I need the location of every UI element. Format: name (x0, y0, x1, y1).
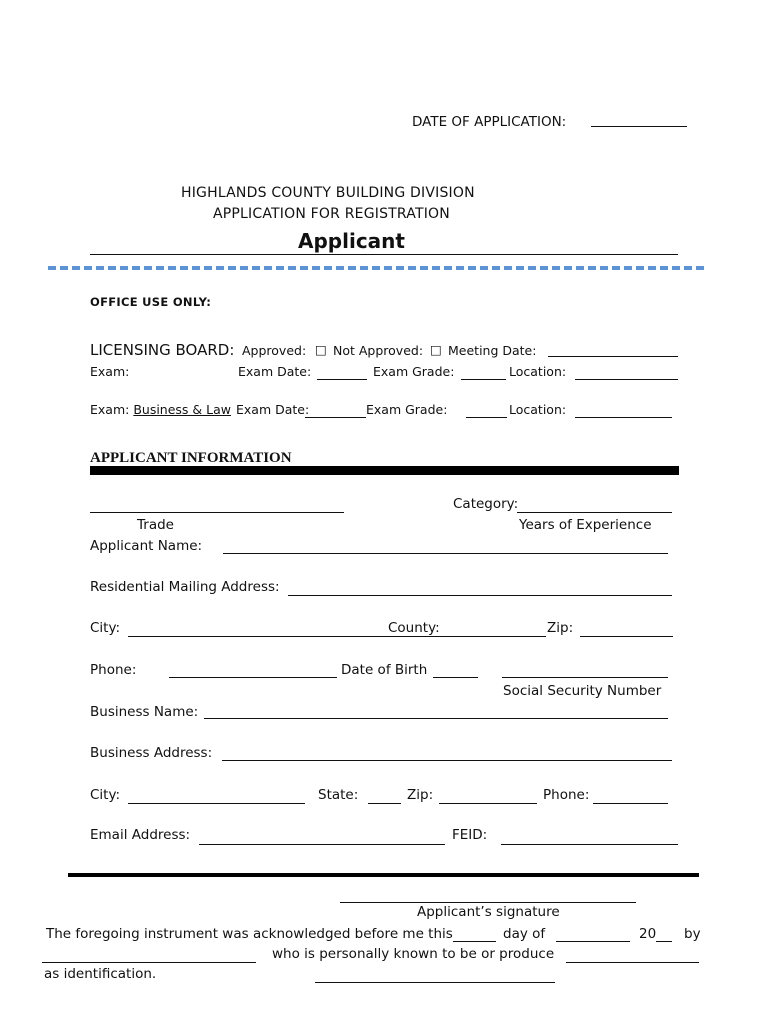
business-name-field[interactable] (204, 704, 668, 719)
mailing-address-label: Residential Mailing Address: (90, 579, 280, 595)
ssn-label: Social Security Number (503, 683, 662, 699)
personally-known-text: who is personally known to be or produce (272, 946, 555, 962)
heading-rule (90, 240, 678, 255)
office-use-divider (48, 266, 704, 270)
exam-grade-label: Exam Grade: (373, 364, 455, 379)
organization-name: HIGHLANDS COUNTY BUILDING DIVISION (181, 185, 475, 201)
phone-label: Phone: (90, 662, 137, 678)
approved-label: Approved: (242, 343, 307, 358)
email-label: Email Address: (90, 827, 191, 843)
licensing-board-label: LICENSING BOARD: (90, 341, 235, 359)
years-experience-label: Years of Experience (519, 517, 652, 533)
exam-label: Exam: (90, 364, 130, 379)
acknowledgement-year-field[interactable] (656, 927, 672, 942)
applicant-signature-field[interactable] (340, 888, 636, 903)
ssn-field[interactable] (502, 663, 668, 678)
city-label: City: (90, 620, 121, 636)
category-label: Category: (453, 496, 519, 512)
not-approved-label: Not Approved: (333, 343, 424, 358)
email-field[interactable] (199, 830, 445, 845)
business-address-label: Business Address: (90, 745, 213, 761)
exam-grade-field-2[interactable] (466, 403, 507, 418)
exam-prefix: Exam: (90, 402, 130, 417)
meeting-date-label: Meeting Date: (448, 343, 537, 358)
exam-business-law-label (90, 402, 231, 417)
location-field[interactable] (575, 365, 678, 380)
approved-checkbox[interactable]: □ (315, 342, 327, 357)
zip-label: Zip: (547, 620, 574, 636)
applicant-heading: Applicant (298, 229, 405, 253)
form-title: APPLICATION FOR REGISTRATION (213, 206, 450, 222)
feid-label: FEID: (452, 827, 488, 843)
acknowledgement-text: The foregoing instrument was acknowledged before me this (46, 926, 453, 942)
state-field[interactable] (368, 789, 401, 804)
office-use-label: OFFICE USE ONLY: (90, 295, 212, 309)
location-label: Location: (509, 364, 567, 379)
business-zip-label: Zip: (407, 787, 434, 803)
meeting-date-field[interactable] (548, 342, 678, 357)
date-of-birth-label: Date of Birth (341, 662, 428, 678)
identification-type-field[interactable] (566, 948, 699, 963)
business-address-field[interactable] (222, 746, 672, 761)
business-phone-label: Phone: (543, 787, 590, 803)
location-label-2: Location: (509, 402, 567, 417)
category-field[interactable] (517, 498, 672, 513)
applicant-signature-label: Applicant’s signature (417, 904, 560, 920)
trade-field[interactable] (90, 498, 344, 513)
applicant-name-field[interactable] (223, 539, 668, 554)
business-name-label: Business Name: (90, 704, 199, 720)
applicant-information-title: APPLICANT INFORMATION (90, 450, 292, 466)
date-of-birth-field[interactable] (433, 663, 478, 678)
by-label: by (684, 926, 701, 942)
exam-date-field[interactable] (317, 365, 367, 380)
city-field[interactable] (128, 622, 388, 637)
signature-divider (68, 873, 699, 877)
date-of-application-label: DATE OF APPLICATION: (412, 114, 567, 130)
exam-date-label-2: Exam Date: (236, 402, 310, 417)
state-label: State: (318, 787, 359, 803)
exam-grade-label-2: Exam Grade: (366, 402, 448, 417)
county-field[interactable] (388, 622, 546, 637)
business-zip-field[interactable] (439, 789, 537, 804)
exam-grade-field[interactable] (461, 365, 506, 380)
year-prefix: 20 (639, 926, 657, 942)
acknowledged-person-field[interactable] (42, 948, 256, 963)
trade-label: Trade (137, 517, 174, 533)
phone-field[interactable] (169, 663, 337, 678)
exam-subject: Business & Law (133, 402, 231, 417)
date-of-application-field[interactable] (591, 112, 687, 127)
applicant-name-label: Applicant Name: (90, 538, 203, 554)
zip-field[interactable] (580, 622, 673, 637)
exam-date-label: Exam Date: (238, 364, 312, 379)
business-phone-field[interactable] (593, 789, 668, 804)
exam-date-field-2[interactable] (305, 403, 366, 418)
identification-text: as identification. (44, 966, 157, 982)
applicant-information-bar (90, 466, 679, 475)
business-city-field[interactable] (128, 789, 305, 804)
county-label: County: (388, 620, 440, 636)
business-city-label: City: (90, 787, 121, 803)
not-approved-checkbox[interactable]: □ (430, 342, 442, 357)
mailing-address-field[interactable] (288, 581, 672, 596)
location-field-2[interactable] (575, 403, 672, 418)
acknowledgement-day-field[interactable] (453, 927, 496, 942)
acknowledgement-month-field[interactable] (556, 927, 630, 942)
notary-signature-field[interactable] (315, 968, 555, 983)
feid-field[interactable] (501, 830, 678, 845)
day-of-label: day of (503, 926, 546, 942)
